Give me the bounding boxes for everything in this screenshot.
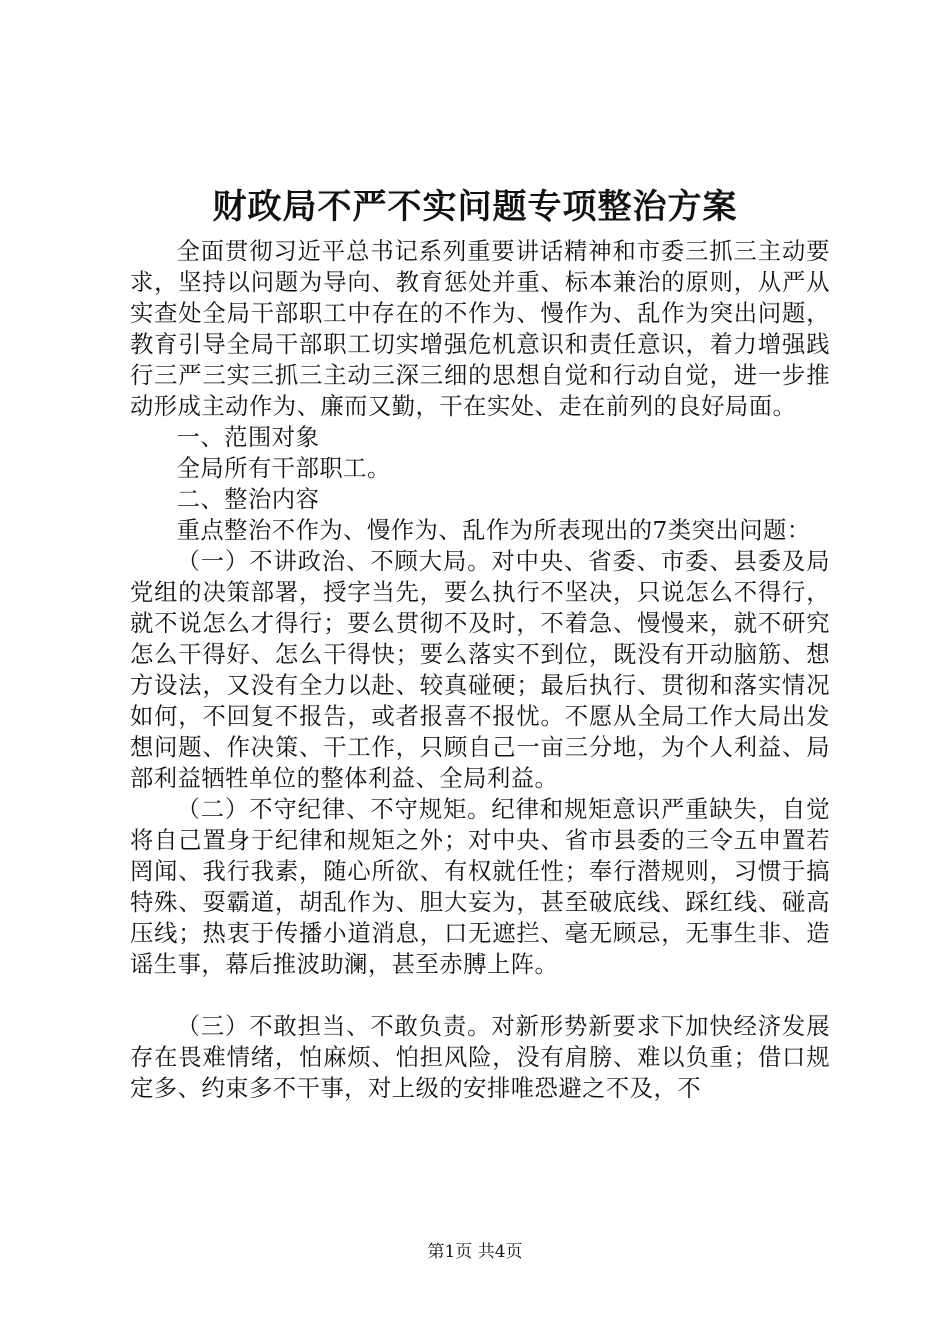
content-intro-paragraph: 重点整治不作为、慢作为、乱作为所表现出的7类突出问题：	[176, 517, 811, 544]
item-3-paragraph: （三）不敢担当、不敢负责。对新形势新要求下加快经济发展存在畏难情绪，怕麻烦、怕担风险，没有肩膀、难以负重；借口规定多、约束多不干事，对上级的安排唯恐避之不及，不	[130, 1013, 830, 1102]
item-1-paragraph: （一）不讲政治、不顾大局。对中央、省委、市委、县委及局党组的决策部署，授字当先，要么执行不坚决，只说怎么不得行，就不说怎么才得行；要么贯彻不及时，不着急、慢慢来，就不研究怎么干得好、怎么干得快；要么落实不到位，既没有开动脑筋、想方设法，又没有全力以赴、较真碰硬；最后执行、贯彻和落实情况如何，不回复不报告，或者报喜不报忧。不愿从全局工作大局出发想问题、作决策、干工作，只顾自己一亩三分地，为个人利益、局部利益牺牲单位的整体利益、全局利益。	[130, 548, 830, 792]
intro-paragraph: 全面贯彻习近平总书记系列重要讲话精神和市委三抓三主动要求，坚持以问题为导向、教育惩处并重、标本兼治的原则，从严从实查处全局干部职工中存在的不作为、慢作为、乱作为突出问题，教育引导全局干部职工切实增强危机意识和责任意识，着力增强践行三严三实三抓三主动三深三细的思想自觉和行动自觉，进一步推动形成主动作为、廉而又勤，干在实处、走在前列的良好局面。	[130, 238, 830, 420]
document-title: 财政局不严不实问题专项整治方案	[212, 187, 738, 227]
document-body	[130, 236, 830, 1104]
item-2-paragraph: （二）不守纪律、不守规矩。纪律和规矩意识严重缺失，自觉将自己置身于纪律和规矩之外；对中央、省市县委的三令五申置若罔闻、我行我素，随心所欲、有权就任性；奉行潜规则，习惯于搞特殊、耍霸道，胡乱作为、胆大妄为，甚至破底线、踩红线、碰高压线；热衷于传播小道消息，口无遮拦、毫无顾忌，无事生非、造谣生事，幕后推波助澜，甚至赤膊上阵。	[130, 796, 830, 978]
section-heading-scope: 一、范围对象	[176, 424, 320, 451]
section-heading-content: 二、整治内容	[176, 486, 320, 513]
page-footer: 第1页 共4页	[427, 1242, 523, 1262]
scope-paragraph: 全局所有干部职工。	[176, 455, 391, 482]
